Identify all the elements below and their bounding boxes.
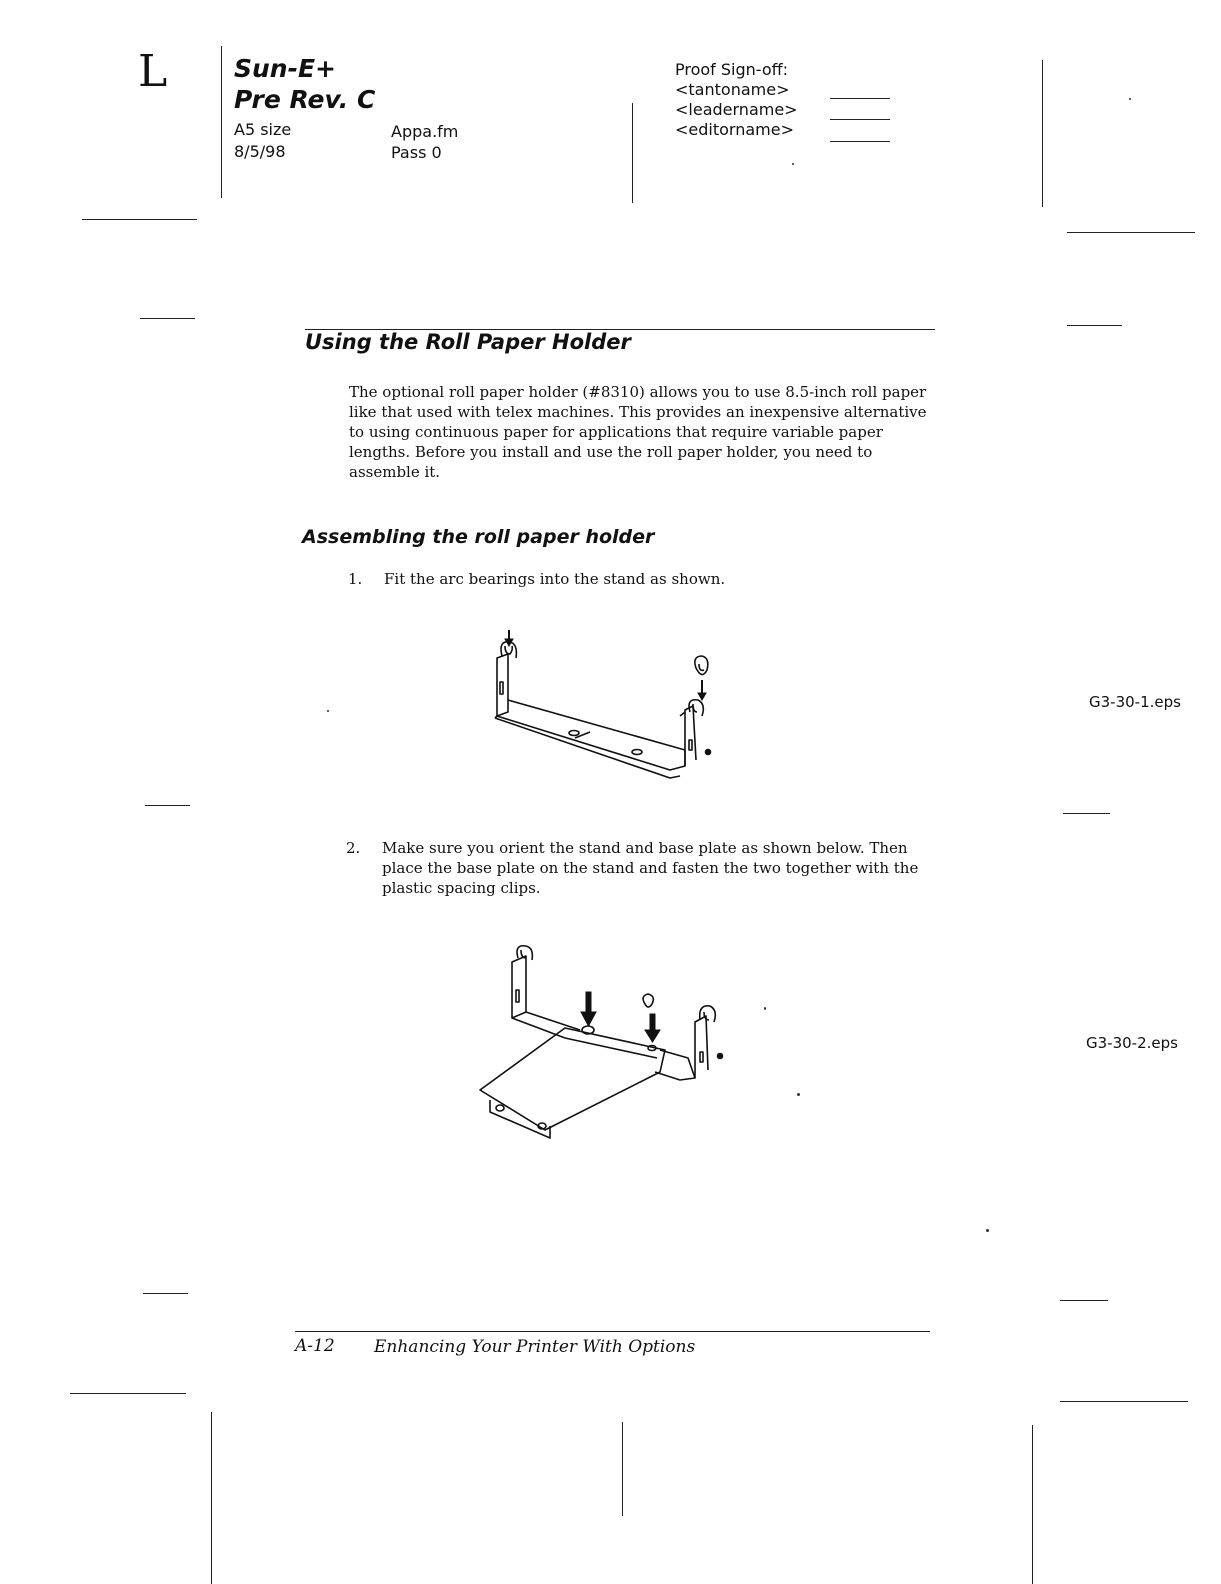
header-middle-rule bbox=[632, 103, 633, 203]
left-mark: L bbox=[138, 46, 168, 97]
header-right-rule bbox=[1042, 60, 1043, 207]
crop-mark bbox=[1060, 1401, 1188, 1402]
step-1-number: 1. bbox=[348, 570, 363, 588]
figure-1-label: G3-30-1.eps bbox=[1089, 693, 1181, 711]
signoff-line-1 bbox=[830, 98, 890, 99]
signoff-line-3 bbox=[830, 141, 890, 142]
subsection-title: Assembling the roll paper holder bbox=[302, 526, 655, 548]
figure-stand-base-plate bbox=[470, 940, 740, 1140]
crop-mark bbox=[1032, 1425, 1033, 1584]
intro-line: assemble it. bbox=[349, 463, 441, 481]
step-1-text: Fit the arc bearings into the stand as shown. bbox=[384, 570, 726, 588]
scan-speck bbox=[764, 1007, 766, 1010]
doc-title-line2: Pre Rev. C bbox=[234, 85, 376, 114]
crop-mark bbox=[82, 219, 197, 220]
crop-mark bbox=[70, 1393, 186, 1394]
scan-speck bbox=[986, 1229, 989, 1232]
figure-2-label: G3-30-2.eps bbox=[1086, 1034, 1178, 1052]
proof-signoff bbox=[675, 60, 798, 140]
doc-pass: Pass 0 bbox=[391, 143, 442, 162]
proof-name-leader: <leadername> bbox=[675, 100, 798, 119]
step-2-number: 2. bbox=[346, 839, 361, 857]
section-title: Using the Roll Paper Holder bbox=[305, 330, 631, 354]
scan-speck bbox=[797, 1093, 800, 1096]
intro-paragraph bbox=[349, 382, 949, 482]
proof-name-editor: <editorname> bbox=[675, 120, 794, 139]
header-left-rule bbox=[221, 46, 222, 198]
step-2-line: place the base plate on the stand and fasten the two together with the bbox=[382, 859, 919, 877]
footer-rule bbox=[295, 1331, 930, 1332]
scan-speck bbox=[327, 710, 329, 712]
chapter-title: Enhancing Your Printer With Options bbox=[374, 1337, 696, 1357]
intro-line: like that used with telex machines. This provides an inexpensive alternative bbox=[349, 403, 927, 421]
crop-mark bbox=[1060, 1300, 1108, 1301]
figure-stand-arc-bearings bbox=[480, 620, 740, 790]
crop-mark bbox=[211, 1412, 212, 1584]
scan-speck bbox=[1129, 98, 1131, 100]
crop-mark bbox=[1067, 325, 1122, 326]
proof-label: Proof Sign-off: bbox=[675, 60, 789, 79]
proof-name-tanto: <tantoname> bbox=[675, 80, 790, 99]
doc-date: 8/5/98 bbox=[234, 142, 286, 161]
signoff-line-2 bbox=[830, 119, 890, 120]
intro-line: lengths. Before you install and use the roll paper holder, you need to bbox=[349, 443, 873, 461]
crop-mark bbox=[140, 318, 195, 319]
intro-line: to using continuous paper for applications that require variable paper bbox=[349, 423, 883, 441]
intro-line: The optional roll paper holder (#8310) allows you to use 8.5-inch roll paper bbox=[349, 383, 927, 401]
scan-speck bbox=[792, 163, 794, 165]
crop-mark bbox=[145, 805, 190, 806]
step-2-line: plastic spacing clips. bbox=[382, 879, 541, 897]
crop-mark bbox=[1063, 813, 1110, 814]
page-number: A-12 bbox=[295, 1336, 335, 1356]
crop-mark bbox=[622, 1422, 623, 1516]
doc-file: Appa.fm bbox=[391, 122, 459, 141]
step-2-line: Make sure you orient the stand and base plate as shown below. Then bbox=[382, 839, 908, 857]
paper-size: A5 size bbox=[234, 120, 292, 139]
crop-mark bbox=[143, 1293, 188, 1294]
step-2-text bbox=[382, 838, 942, 898]
doc-title-line1: Sun-E+ bbox=[234, 54, 337, 83]
crop-mark bbox=[1067, 232, 1195, 233]
